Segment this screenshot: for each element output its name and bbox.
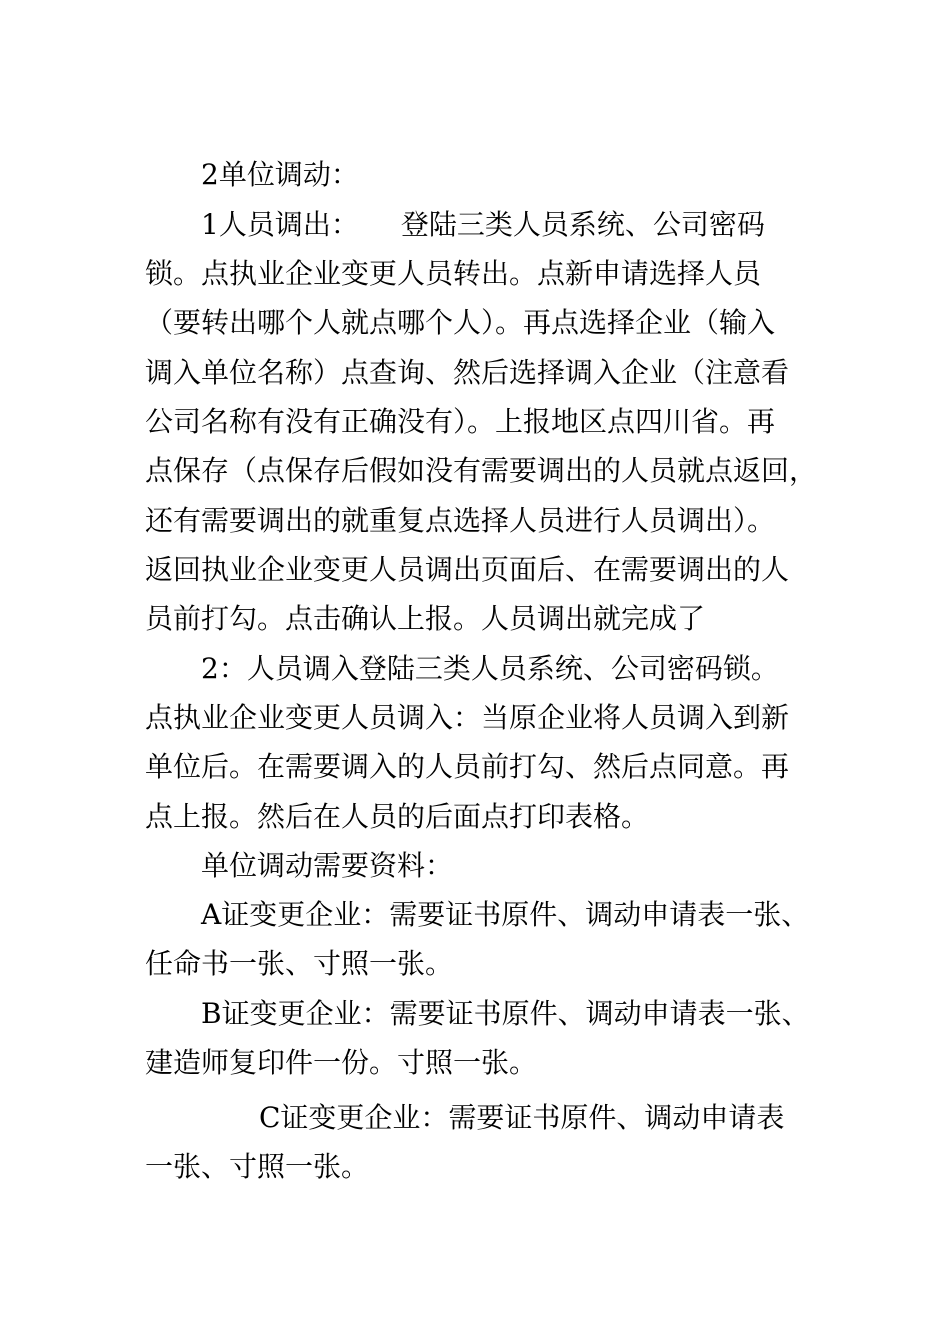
paragraph-line: （要转出哪个人就点哪个人）。再点选择企业（输入 [145,306,776,339]
paragraph-line: C证变更企业：需要证书原件、调动申请表 [259,1101,785,1134]
paragraph-line: 建造师复印件一份。寸照一张。 [145,1046,538,1079]
materials-heading: 单位调动需要资料： [201,849,454,882]
paragraph-line: B证变更企业：需要证书原件、调动申请表一张、 [201,997,810,1030]
section-heading: 2单位调动： [201,158,359,191]
paragraph-line: 公司名称有没有正确没有）。上报地区点四川省。再 [145,405,776,438]
paragraph-line: 调入单位名称）点查询、然后选择调入企业（注意看 [145,356,790,389]
paragraph-line: 还有需要调出的就重复点选择人员进行人员调出）。 [145,504,776,537]
paragraph-line: 点执业企业变更人员调入：当原企业将人员调入到新 [145,701,790,734]
paragraph-line: 点保存（点保存后假如没有需要调出的人员就点返回， [145,454,818,487]
paragraph-line: 点上报。然后在人员的后面点打印表格。 [145,800,650,833]
paragraph-line: 单位后。在需要调入的人员前打勾、然后点同意。再 [145,750,790,783]
paragraph-line: 一张、寸照一张。 [145,1150,370,1183]
paragraph-line: 员前打勾。点击确认上报。人员调出就完成了 [145,602,706,635]
paragraph-line: 返回执业企业变更人员调出页面后、在需要调出的人 [145,553,790,586]
paragraph-line: 任命书一张、寸照一张。 [145,947,454,980]
paragraph-line: 锁。点执业企业变更人员转出。点新申请选择人员 [145,257,762,290]
paragraph-line: 2：人员调入登陆三类人员系统、公司密码锁。 [201,652,779,685]
paragraph-line: A证变更企业：需要证书原件、调动申请表一张、 [201,898,810,931]
paragraph-line: 1人员调出： 登陆三类人员系统、公司密码 [201,208,765,241]
